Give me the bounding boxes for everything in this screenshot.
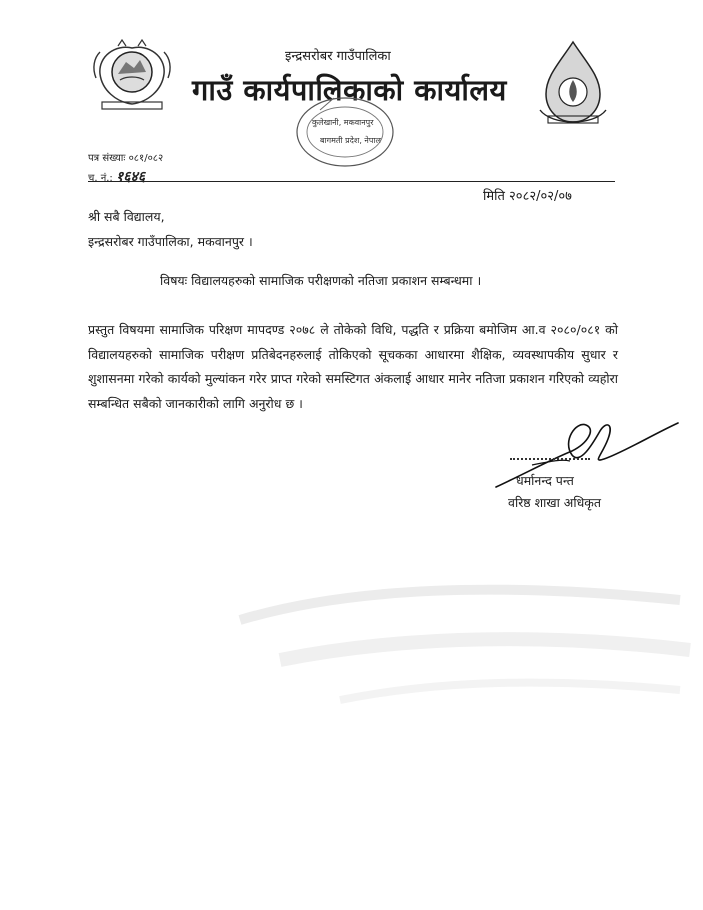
letter-date: मिति २०८२/०२/०७ [483, 189, 572, 204]
municipality-name: इन्द्रसरोबर गाउँपालिका [285, 49, 391, 64]
dispatch-number [88, 167, 145, 186]
municipality-logo-icon [530, 40, 616, 128]
letter-subject: विषयः विद्यालयहरुको सामाजिक परीक्षणको नतिजा प्रकाशन सम्बन्धमा । [160, 273, 482, 288]
letter-number-label: पत्र संख्याः [88, 153, 126, 164]
letter-body: प्रस्तुत विषयमा सामाजिक परिक्षण मापदण्ड २०७८ ले तोकेको विधि, पद्धति र प्रक्रिया बमोजिम आ.व २०८०/०८१ को विद्यालयहरुको सामाजिक परीक्षण प्रतिबेदनहरुलाई तोकिएको सूचकका आधारमा शैक्षिक, व्यवस्थापकीय सुधार र शुशासनमा गरेको कार्यको मुल्यांकन गरेर प्राप्त गरेको समस्टिगत अंकलाई आधार मानेर नतिजा प्रकाशन गरिएको व्यहोरा सम्बन्धित सबैको जानकारीको लागि अनुरोध छ । [88, 322, 618, 411]
signature-line [510, 458, 590, 460]
header-divider [88, 181, 615, 182]
nepal-emblem-icon [88, 38, 176, 116]
stamp-line-1: कुलेखानी, मकवानपुर [312, 118, 374, 127]
recipient-line-1: श्री सबै विद्यालय, [88, 209, 165, 224]
stamp-line-2: बागमती प्रदेश, नेपाल [320, 136, 381, 145]
office-stamp-icon [290, 92, 400, 172]
scan-smudge-texture [220, 560, 700, 720]
signatory-name: धर्मानन्द पन्त [516, 473, 574, 488]
signatory-title: वरिष्ठ शाखा अधिकृत [508, 495, 602, 510]
letter-number-value: ०८१/०८२ [128, 153, 164, 164]
office-title: गाउँ कार्यपालिकाको कार्यालय [192, 73, 507, 107]
dispatch-number-value: १६४६ [116, 169, 146, 185]
dispatch-number-label: च. नं.: [88, 173, 113, 184]
letter-number [88, 150, 163, 164]
recipient-line-2: इन्द्रसरोबर गाउँपालिका, मकवानपुर । [88, 234, 253, 249]
